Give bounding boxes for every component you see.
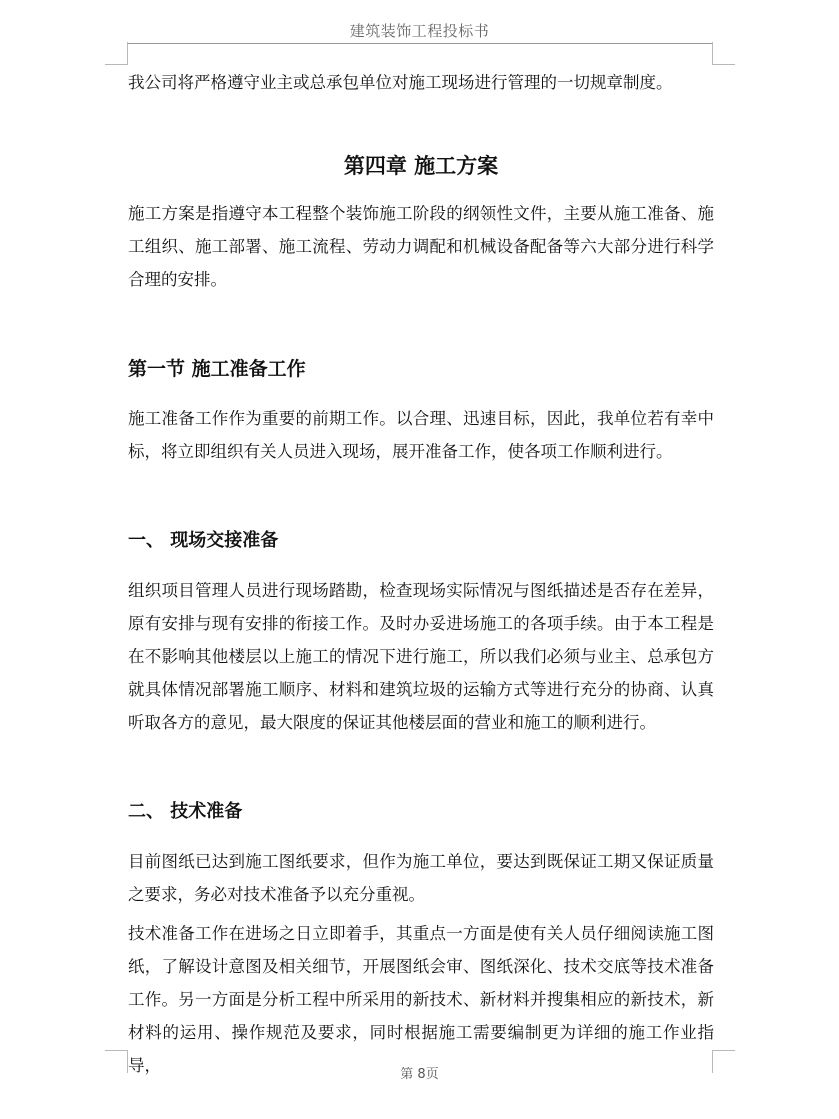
subsection-paragraph-technical-2: 技术准备工作在进场之日立即着手，其重点一方面是使有关人员仔细阅读施工图纸，了解设计意图及相关细节，开展图纸会审、图纸深化、技术交底等技术准备工作。另一方面是分析工程中所采用的新技术、新材料并搜集相应的新技术，新材料的运用、操作规范及要求，同时根据施工需要编制更为详细的施工作业指导， [128,924,714,1075]
crop-mark-top-left [105,42,128,65]
chapter-title: 第四章 施工方案 [343,154,499,178]
page-number: 第 8页 [400,1067,439,1082]
header-rule [127,43,713,44]
crop-mark-top-right [712,42,735,65]
subsection-paragraph-site-handover: 组织项目管理人员进行现场踏勘，检查现场实际情况与图纸描述是否存在差异，原有安排与现有安排的衔接工作。及时办妥进场施工的各项手续。由于本工程是在不影响其他楼层以上施工的情况下进行施工，所以我们必须与业主、总承包方就具体情况部署施工顺序、材料和建筑垃圾的运输方式等进行充分的协商、认真听取各方的意见，最大限度的保证其他楼层面的营业和施工的顺利进行。 [128,581,714,732]
intro-line: 我公司将严格遵守业主或总承包单位对施工现场进行管理的一切规章制度。 [128,73,673,92]
section-title: 第一节 施工准备工作 [128,358,306,380]
subsection-title-site-handover: 一、 现场交接准备 [128,530,279,551]
subsection-paragraph-technical-1: 目前图纸已达到施工图纸要求，但作为施工单位，要达到既保证工期又保证质量之要求，务必对技术准备予以充分重视。 [128,852,714,904]
section-paragraph: 施工准备工作作为重要的前期工作。以合理、迅速目标，因此，我单位若有幸中标，将立即组织有关人员进入现场，展开准备工作，使各项工作顺利进行。 [128,409,714,461]
page-header-title: 建筑装饰工程投标书 [349,22,490,40]
subsection-title-technical: 二、 技术准备 [128,801,243,822]
document-body [128,66,714,1082]
chapter-paragraph: 施工方案是指遵守本工程整个装饰施工阶段的纲领性文件，主要从施工准备、施工组织、施工部署、施工流程、劳动力调配和机械设备配备等六大部分进行科学合理的安排。 [128,204,714,289]
